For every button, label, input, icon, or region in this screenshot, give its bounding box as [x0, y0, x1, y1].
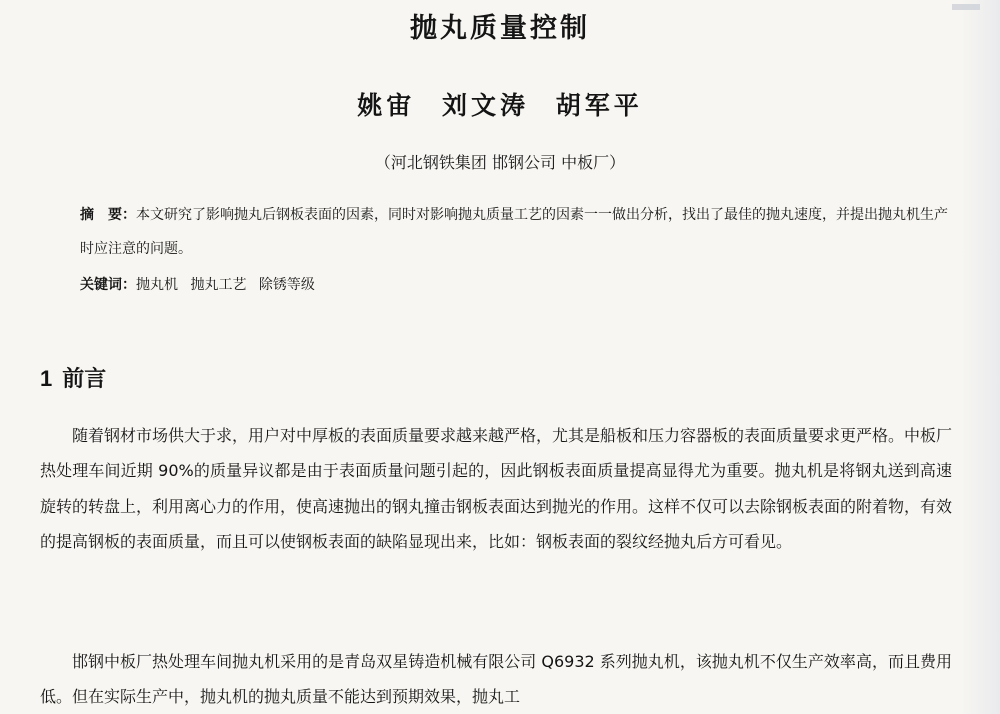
body-paragraph: 邯钢中板厂热处理车间抛丸机采用的是青岛双星铸造机械有限公司 Q6932 系列抛丸机，该抛丸机不仅生产效率高，而且费用低。但在实际生产中，抛丸机的抛丸质量不能达到预期效果，抛丸工 [40, 652, 952, 707]
keywords-text: 抛丸机 抛丸工艺 除锈等级 [136, 277, 315, 293]
section-number: 1 [40, 366, 53, 391]
author-list: 姚宙 刘文涛 胡军平 [357, 91, 643, 120]
affiliation: （河北钢铁集团 邯钢公司 中板厂） [374, 153, 626, 172]
abstract [80, 198, 950, 266]
section-title: 前言 [62, 367, 107, 392]
keywords [80, 270, 950, 300]
abstract-text: 本文研究了影响抛丸后钢板表面的因素，同时对影响抛丸质量工艺的因素一一做出分析，找出了最佳的抛丸速度，并提出抛丸机生产时应注意的问题。 [80, 207, 948, 257]
section-heading [40, 362, 106, 393]
body-paragraph: 随着钢材市场供大于求，用户对中厚板的表面质量要求越来越严格，尤其是船板和压力容器板的表面质量要求更严格。中板厂热处理车间近期 90%的质量异议都是由于表面质量问题引起的，因此钢板表面质量提高显得尤为重要。抛丸机是将钢丸送到高速旋转的转盘上，利用离心力的作用，使高速抛出的钢丸撞击钢板表面达到抛光的作用。这样不仅可以去除钢板表面的附着物，有效的提高钢板的表面质量，而且可以使钢板表面的缺陷显现出来，比如：钢板表面的裂纹经抛丸后方可看见。 [40, 426, 953, 552]
abstract-label: 摘 要： [80, 207, 136, 223]
keywords-label: 关键词： [80, 277, 136, 293]
paper-title: 抛丸质量控制 [410, 13, 590, 44]
